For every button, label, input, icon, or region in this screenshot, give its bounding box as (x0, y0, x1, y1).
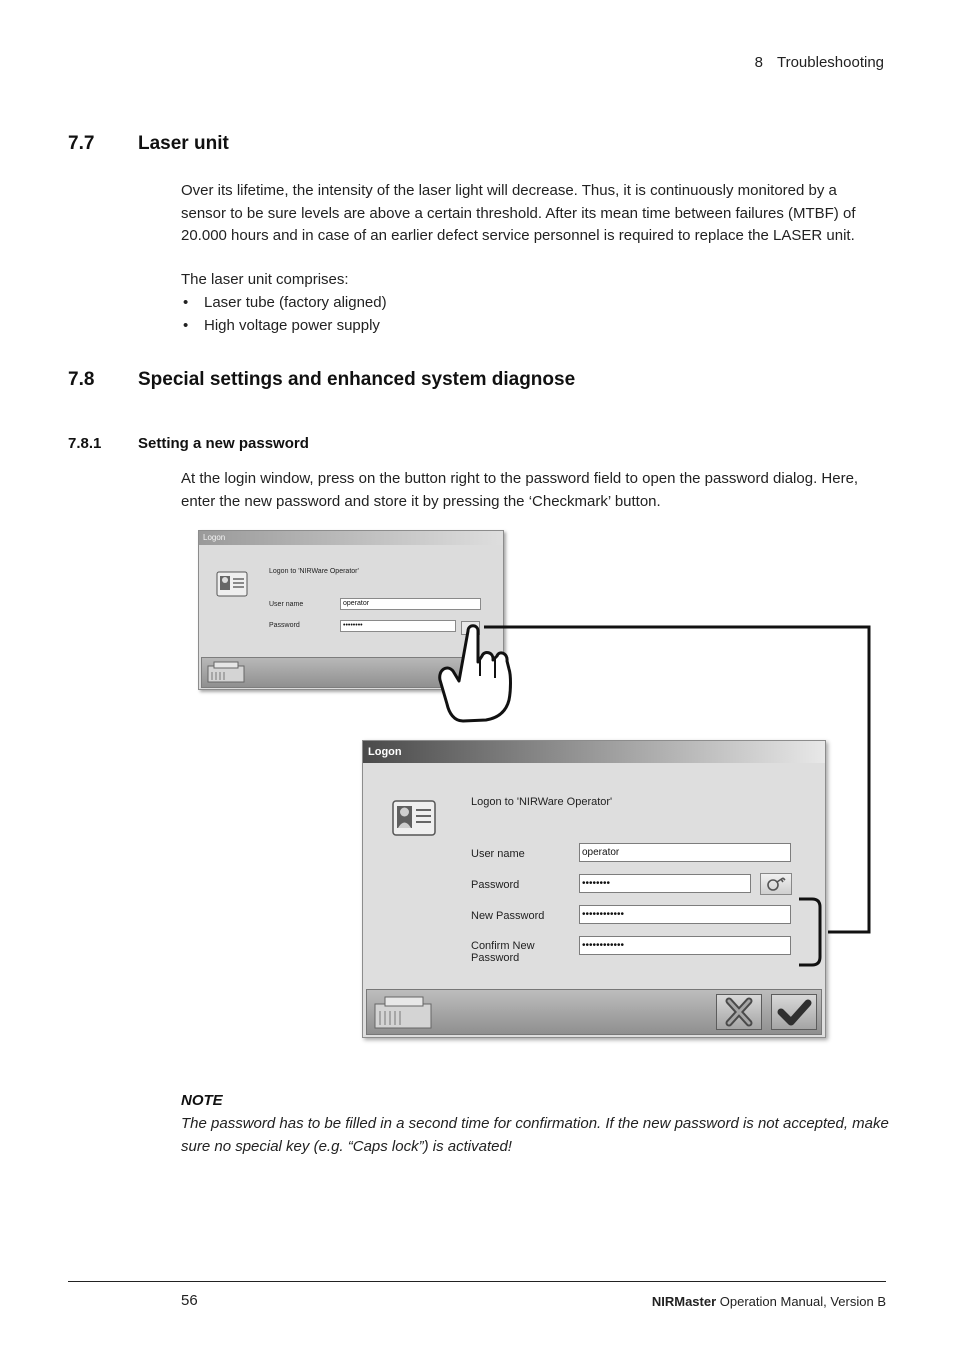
new-password-paragraph: At the login window, press on the button right to the password field to open the password dialog. Here, enter the new password and store it by pressing the ‘Checkmark’ button. (181, 470, 859, 510)
pointing-hand-icon (440, 626, 511, 721)
confirm-label-line2: Password (471, 952, 520, 964)
note-title: NOTE (181, 1092, 223, 1109)
field-bracket (799, 899, 820, 965)
user-name-label: User name (471, 848, 525, 860)
confirm-password-field[interactable]: •••••••••••• (579, 936, 791, 955)
note-text: The password has to be filled in a second time for confirmation. If the new password is not accepted, make sure no special key (e.g. “Caps lock”) is activated! (181, 1115, 889, 1155)
password-field[interactable]: •••••••• (579, 874, 751, 893)
chapter-number: 8 (754, 54, 763, 71)
user-name-label: User name (269, 601, 304, 608)
footer-divider (68, 1281, 886, 1282)
subsection-number: 7.8.1 (68, 435, 102, 452)
dialog-title: Logon (199, 531, 503, 545)
connector-line (484, 627, 869, 932)
confirm-label-line1: Confirm New (471, 940, 535, 952)
section-number: 7.7 (68, 133, 95, 154)
product-name: NIRMaster (651, 1294, 717, 1309)
user-name-field[interactable]: operator (340, 598, 481, 610)
new-password-label: New Password (471, 910, 545, 922)
laser-unit-paragraph: Over its lifetime, the intensity of the laser light will decrease. Thus, it is continuously monitored by a sensor to be sure levels are above a certain threshold. After its mean time between failures (MTBF) of 20.000 hours and in case of an earlier defect service personnel is required to replace the LASER unit. (181, 182, 856, 244)
section-title: Laser unit (138, 133, 229, 154)
section-number: 7.8 (68, 369, 95, 390)
laser-unit-list-intro: The laser unit comprises: (181, 271, 349, 288)
password-label: Password (269, 622, 300, 629)
subsection-title: Setting a new password (138, 435, 309, 452)
login-prompt: Logon to 'NIRWare Operator' (471, 796, 613, 808)
manual-title: Operation Manual, Version B (719, 1294, 886, 1309)
list-item: • High voltage power supply (181, 315, 387, 338)
section-title: Special settings and enhanced system diagnose (138, 369, 576, 390)
page-number: 56 (181, 1292, 198, 1309)
footer-manual-title (652, 1294, 886, 1309)
dialog-title: Logon (363, 741, 825, 763)
login-prompt: Logon to 'NIRWare Operator' (269, 568, 359, 575)
password-label: Password (471, 879, 520, 891)
new-password-field[interactable]: •••••••••••• (579, 905, 791, 924)
password-field[interactable]: •••••••• (340, 620, 456, 632)
user-name-field[interactable]: operator (579, 843, 791, 862)
chapter-title: Troubleshooting (776, 54, 884, 71)
list-item: • Laser tube (factory aligned) (181, 292, 387, 315)
